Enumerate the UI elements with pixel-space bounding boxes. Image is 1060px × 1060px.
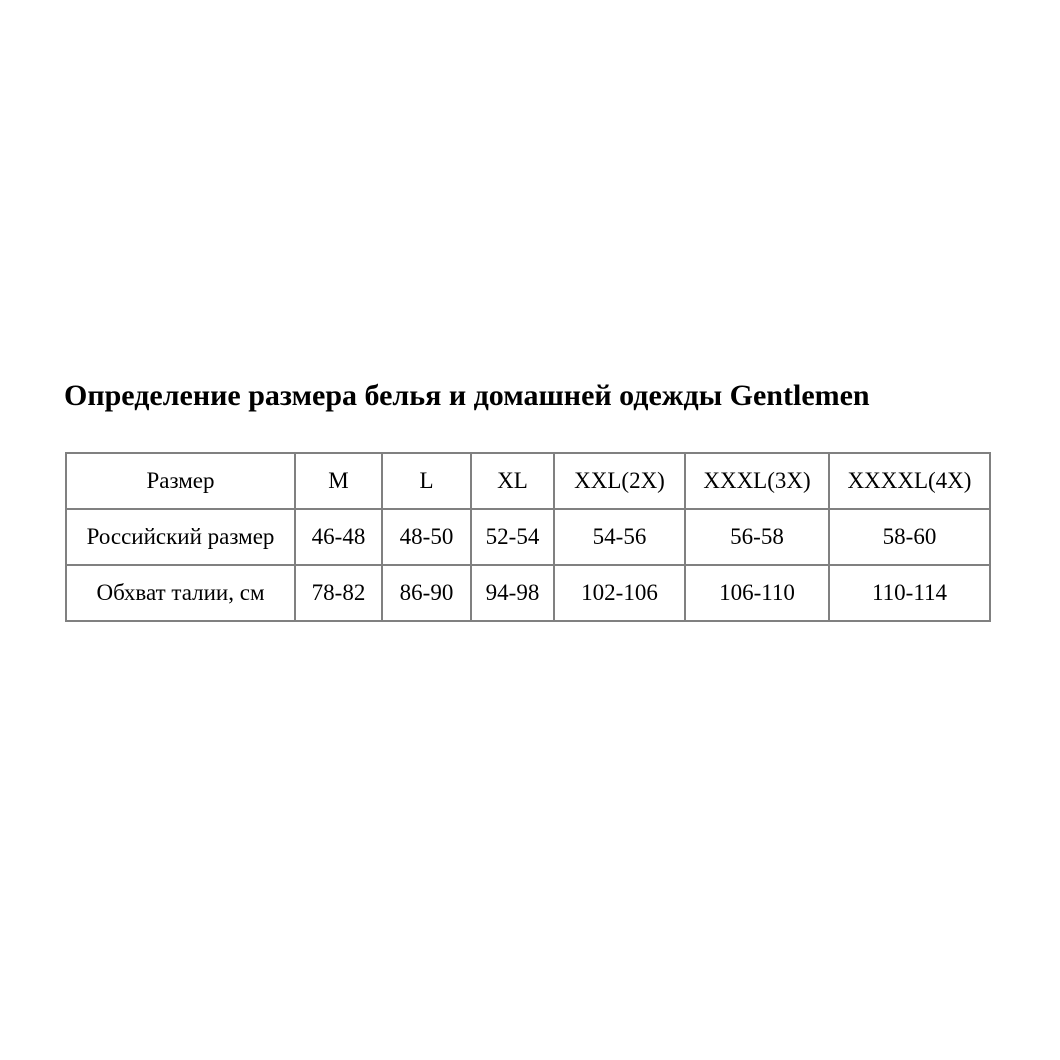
- table-cell: 102-106: [554, 565, 685, 621]
- table-row-russian-size: [66, 509, 990, 565]
- header-cell-xxxxl: XXXXL(4X): [829, 453, 990, 509]
- table-cell: 94-98: [471, 565, 554, 621]
- table-cell: 54-56: [554, 509, 685, 565]
- header-cell-l: L: [382, 453, 471, 509]
- row-label-russian-size: Российский размер: [66, 509, 295, 565]
- header-cell-xxxl: XXXL(3X): [685, 453, 829, 509]
- header-cell-size-label: Размер: [66, 453, 295, 509]
- header-cell-m: M: [295, 453, 382, 509]
- table-cell: 110-114: [829, 565, 990, 621]
- table-cell: 46-48: [295, 509, 382, 565]
- table-cell: 52-54: [471, 509, 554, 565]
- size-table: [65, 452, 991, 622]
- table-cell: 106-110: [685, 565, 829, 621]
- header-cell-xxl: XXL(2X): [554, 453, 685, 509]
- header-cell-xl: XL: [471, 453, 554, 509]
- table-cell: 58-60: [829, 509, 990, 565]
- page-title: Определение размера белья и домашней одежды Gentlemen: [64, 379, 870, 412]
- table-cell: 48-50: [382, 509, 471, 565]
- table-cell: 56-58: [685, 509, 829, 565]
- table-cell: 86-90: [382, 565, 471, 621]
- table-header-row: [66, 453, 990, 509]
- row-label-waist: Обхват талии, см: [66, 565, 295, 621]
- table-row-waist: [66, 565, 990, 621]
- table-cell: 78-82: [295, 565, 382, 621]
